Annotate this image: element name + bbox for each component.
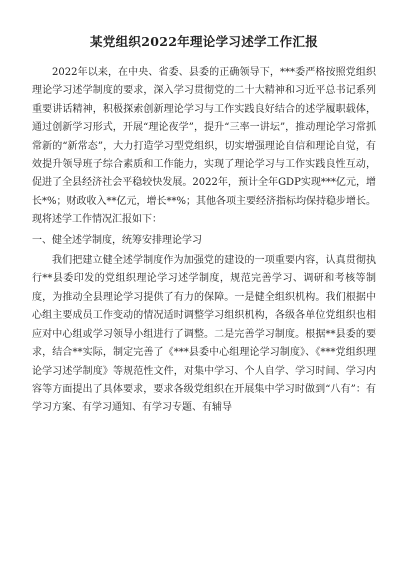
section-heading-1: 一、健全述学制度，统筹安排理论学习 xyxy=(32,234,202,246)
intro-paragraph: 2022年以来，在中央、省委、县委的正确领导下，***委严格按照党组织理论学习述学制度的要求，深入学习贯彻党的二十大精神和习近平总书记系列重要讲话精神，积极探索创新理论学习与工作实践良好结合的述学履职载体，通过创新学习形式，开展“理论夜学”，提升“三率一讲坛”，推动理论学习常抓常新的“新常态”，大力打造学习型党组织，切实增强理论自信和理论自觉，有效提升领导班子综合素质和工作能力，实现了理论学习与工作实践良性互动，促进了全县经济社会平稳较快发展。2022年，预计全年GDP实现***亿元，增长*%；财政收入**亿元，增长**%；其他各项主要经济指标均保持稳步增长。现将述学工作情况汇报如下： xyxy=(32,67,377,226)
document-title: 某党组织2022年理论学习述学工作汇报 xyxy=(90,34,318,49)
section-1-paragraph: 我们把建立健全述学制度作为加强党的建设的一项重要内容，认真贯彻执行**县委印发的党组织理论学习述学制度，规范完善学习、调研和考核等制度，为推动全县理论学习提供了有力的保障。一是健全组织机构。我们根据中心组主要成员工作变动的情况适时调整学习组织机构，各级各单位党组织也相应对中心组或学习领导小组进行了调整。二是完善学习制度。根据**县委的要求，结合**实际，制定完善了《***县委中心组理论学习制度》、《***党组织理论学习述学制度》等规范性文件，对集中学习、个人自学、学习时间、学习内容等方面提出了具体要求，要求各级党组织在开展集中学习时做到“八有”：有学习方案、有学习通知、有学习专题、有辅导 xyxy=(32,255,376,414)
